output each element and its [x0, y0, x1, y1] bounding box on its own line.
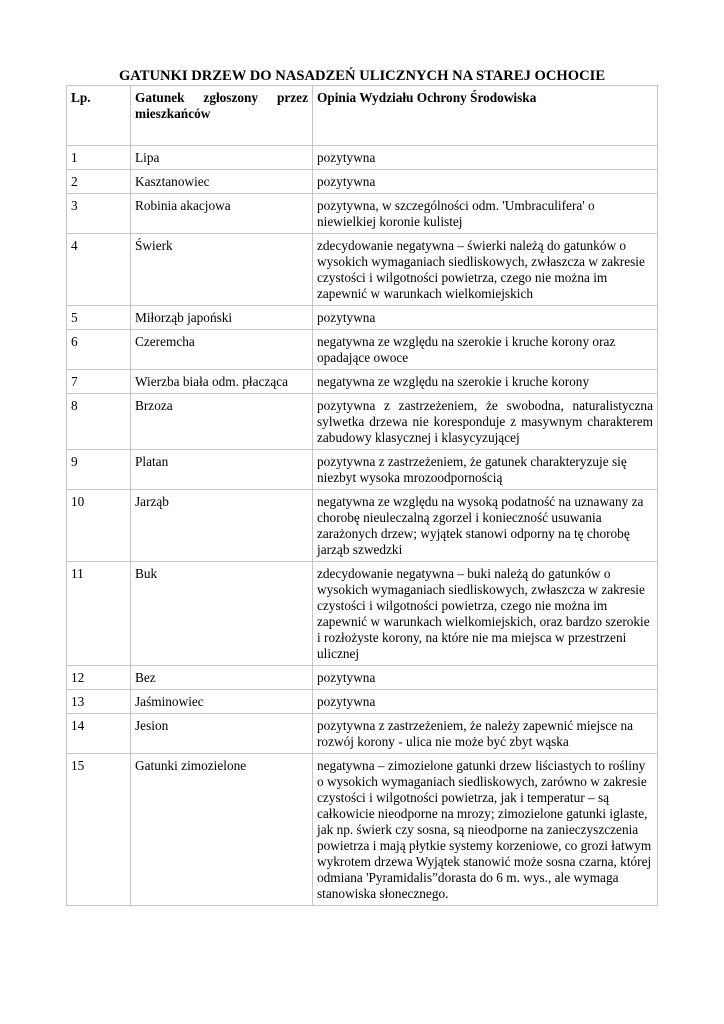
row-number: 14 — [67, 714, 131, 754]
row-opinion: pozytywna, w szczególności odm. 'Umbraculifera' o niewielkiej koronie kulistej — [313, 194, 658, 234]
table-row — [67, 170, 658, 194]
table-row — [67, 562, 658, 666]
row-species: Brzoza — [131, 394, 313, 450]
row-species: Kasztanowiec — [131, 170, 313, 194]
row-species: Świerk — [131, 234, 313, 306]
table-row — [67, 306, 658, 330]
row-opinion: pozytywna — [313, 170, 658, 194]
table-row — [67, 194, 658, 234]
row-number: 11 — [67, 562, 131, 666]
table-row — [67, 450, 658, 490]
row-number: 3 — [67, 194, 131, 234]
row-opinion: negatywna – zimozielone gatunki drzew liściastych to rośliny o wysokich wymaganiach siedliskowych, zarówno w zakresie czystości i wilgotności powietrza, jak i temperatur – są całkowicie nieodporne na mrozy; zimozielone gatunki iglaste, jak np. świerk czy sosna, są nieodporne na zanieczyszczenia powietrza i mają płytkie systemy korzeniowe, co grozi łatwym wykrotem drzewa Wyjątek stanowić może sosna czarna, której odmiana 'Pyramidalis”dorasta do 6 m. wys., ale wymaga stanowiska słonecznego. — [313, 754, 658, 906]
row-species: Buk — [131, 562, 313, 666]
tree-species-table — [66, 85, 658, 906]
row-number: 6 — [67, 330, 131, 370]
row-number: 10 — [67, 490, 131, 562]
table-row — [67, 330, 658, 370]
row-species: Bez — [131, 666, 313, 690]
row-opinion: zdecydowanie negatywna – buki należą do gatunków o wysokich wymaganiach siedliskowych, zwłaszcza w zakresie czystości i wilgotności powietrza, czego nie można im zapewnić w warunkach wielkomiejskich, oraz bardzo szerokie i rozłożyste korony, na które nie ma miejsca w przestrzeni ulicznej — [313, 562, 658, 666]
row-number: 4 — [67, 234, 131, 306]
table-row — [67, 370, 658, 394]
row-number: 5 — [67, 306, 131, 330]
row-species: Jesion — [131, 714, 313, 754]
row-species: Jaśminowiec — [131, 690, 313, 714]
row-species: Czeremcha — [131, 330, 313, 370]
table-row — [67, 490, 658, 562]
table-header-row — [67, 86, 658, 146]
row-opinion: negatywna ze względu na szerokie i kruche korony oraz opadające owoce — [313, 330, 658, 370]
row-species: Platan — [131, 450, 313, 490]
row-number: 13 — [67, 690, 131, 714]
row-species: Lipa — [131, 146, 313, 170]
table-row — [67, 714, 658, 754]
row-number: 8 — [67, 394, 131, 450]
row-opinion: pozytywna — [313, 690, 658, 714]
row-species: Robinia akacjowa — [131, 194, 313, 234]
header-number: Lp. — [67, 86, 131, 146]
row-number: 15 — [67, 754, 131, 906]
row-number: 2 — [67, 170, 131, 194]
row-number: 9 — [67, 450, 131, 490]
row-opinion: pozytywna — [313, 306, 658, 330]
table-row — [67, 754, 658, 906]
row-opinion: pozytywna — [313, 666, 658, 690]
row-opinion: pozytywna z zastrzeżeniem, że gatunek charakteryzuje się niezbyt wysoka mrozoodpornością — [313, 450, 658, 490]
table-row — [67, 234, 658, 306]
row-species: Wierzba biała odm. płacząca — [131, 370, 313, 394]
table-row — [67, 394, 658, 450]
row-species: Miłorząb japoński — [131, 306, 313, 330]
row-opinion: pozytywna — [313, 146, 658, 170]
table-row — [67, 690, 658, 714]
document-title: GATUNKI DRZEW DO NASADZEŃ ULICZNYCH NA STAREJ OCHOCIE — [118, 68, 606, 84]
table-row — [67, 666, 658, 690]
row-species: Jarząb — [131, 490, 313, 562]
row-opinion: zdecydowanie negatywna – świerki należą do gatunków o wysokich wymaganiach siedliskowych, zwłaszcza w zakresie czystości i wilgotności powietrza, czego nie można im zapewnić w warunkach wielkomiejskich — [313, 234, 658, 306]
row-number: 7 — [67, 370, 131, 394]
row-opinion: pozytywna z zastrzeżeniem, że należy zapewnić miejsce na rozwój korony - ulica nie może być zbyt wąska — [313, 714, 658, 754]
row-opinion: pozytywna z zastrzeżeniem, że swobodna, naturalistyczna sylwetka drzewa nie koresponduje z masywnym charakterem zabudowy klasycznej i klasycyzującej — [313, 394, 658, 450]
row-number: 12 — [67, 666, 131, 690]
table-row — [67, 146, 658, 170]
row-opinion: negatywna ze względu na wysoką podatność na uznawany za chorobę nieuleczalną zgorzel i konieczność usuwania zarażonych drzew; wyjątek stanowi odporny na tę chorobę jarząb szwedzki — [313, 490, 658, 562]
row-number: 1 — [67, 146, 131, 170]
header-opinion: Opinia Wydziału Ochrony Środowiska — [313, 86, 658, 146]
row-species: Gatunki zimozielone — [131, 754, 313, 906]
row-opinion: negatywna ze względu na szerokie i kruche korony — [313, 370, 658, 394]
header-species: Gatunek zgłoszony przez mieszkańców — [131, 86, 313, 146]
